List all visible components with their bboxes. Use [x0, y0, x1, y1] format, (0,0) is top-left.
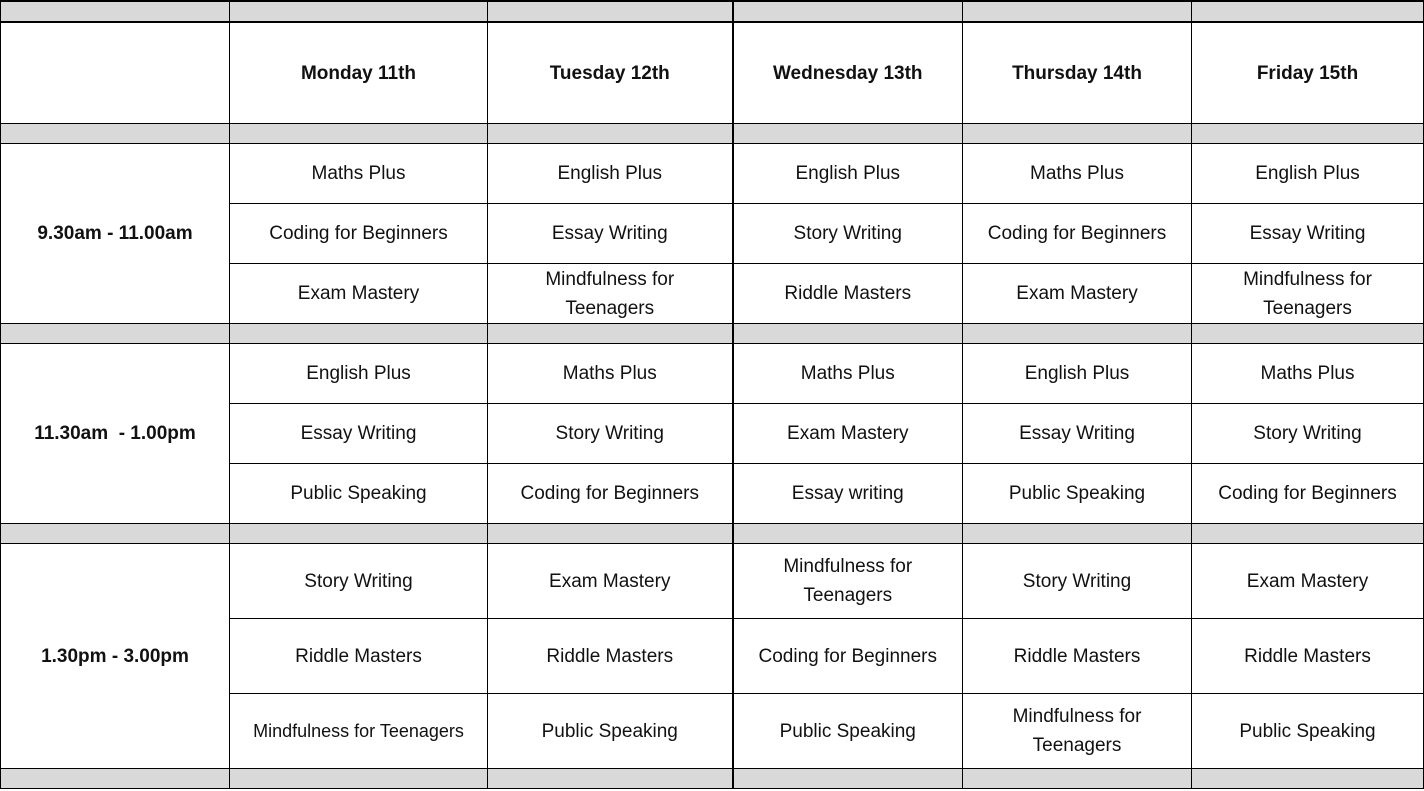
class-cell: Story Writing — [230, 544, 488, 619]
class-cell: Coding for Beginners — [963, 204, 1192, 264]
time-slot-label: 1.30pm - 3.00pm — [1, 544, 230, 769]
table-row — [1, 144, 1424, 204]
class-cell: Story Writing — [1192, 404, 1424, 464]
class-cell: Essay Writing — [230, 404, 488, 464]
class-cell: Riddle Masters — [963, 619, 1192, 694]
class-cell: Riddle Masters — [1192, 619, 1424, 694]
class-cell: Coding for Beginners — [1192, 464, 1424, 524]
class-cell: Maths Plus — [1192, 344, 1424, 404]
class-cell: Coding for Beginners — [230, 204, 488, 264]
class-cell: Riddle Masters — [733, 264, 963, 324]
class-cell: Exam Mastery — [488, 544, 733, 619]
day-header: Monday 11th — [230, 22, 488, 124]
class-cell: Mindfulness for Teenagers — [488, 264, 733, 324]
table-row — [1, 344, 1424, 404]
corner-cell — [1, 22, 230, 124]
day-header: Wednesday 13th — [733, 22, 963, 124]
class-cell: English Plus — [488, 144, 733, 204]
class-cell: Public Speaking — [733, 694, 963, 769]
class-cell: English Plus — [963, 344, 1192, 404]
spacer-row — [1, 524, 1424, 544]
class-cell: Riddle Masters — [488, 619, 733, 694]
class-cell: English Plus — [733, 144, 963, 204]
class-cell: Public Speaking — [1192, 694, 1424, 769]
class-cell: Public Speaking — [963, 464, 1192, 524]
class-cell: Mindfulness for Teenagers — [1192, 264, 1424, 324]
class-cell: Essay Writing — [488, 204, 733, 264]
class-cell: Story Writing — [963, 544, 1192, 619]
class-cell: Essay writing — [733, 464, 963, 524]
class-cell: Exam Mastery — [733, 404, 963, 464]
day-header: Tuesday 12th — [488, 22, 733, 124]
class-cell: Exam Mastery — [963, 264, 1192, 324]
class-cell: English Plus — [1192, 144, 1424, 204]
time-slot-label: 11.30am - 1.00pm — [1, 344, 230, 524]
class-cell: Riddle Masters — [230, 619, 488, 694]
spacer-row — [1, 124, 1424, 144]
class-cell: Maths Plus — [733, 344, 963, 404]
class-cell: Exam Mastery — [1192, 544, 1424, 619]
class-cell: Maths Plus — [963, 144, 1192, 204]
table-row — [1, 544, 1424, 619]
class-cell: Public Speaking — [488, 694, 733, 769]
class-cell: Maths Plus — [230, 144, 488, 204]
time-slot-label: 9.30am - 11.00am — [1, 144, 230, 324]
spacer-row — [1, 1, 1424, 22]
class-cell: Coding for Beginners — [733, 619, 963, 694]
class-cell: Story Writing — [733, 204, 963, 264]
class-cell: Coding for Beginners — [488, 464, 733, 524]
day-header: Friday 15th — [1192, 22, 1424, 124]
class-cell: Essay Writing — [1192, 204, 1424, 264]
class-cell: Story Writing — [488, 404, 733, 464]
class-cell: Maths Plus — [488, 344, 733, 404]
day-header: Thursday 14th — [963, 22, 1192, 124]
header-row — [1, 22, 1424, 124]
spacer-row — [1, 769, 1424, 789]
class-cell: Essay Writing — [963, 404, 1192, 464]
class-cell: Mindfulness for Teenagers — [230, 694, 488, 769]
class-cell: Mindfulness for Teenagers — [963, 694, 1192, 769]
spacer-row — [1, 324, 1424, 344]
class-cell: Mindfulness for Teenagers — [733, 544, 963, 619]
class-cell: Exam Mastery — [230, 264, 488, 324]
class-cell: Public Speaking — [230, 464, 488, 524]
class-cell: English Plus — [230, 344, 488, 404]
